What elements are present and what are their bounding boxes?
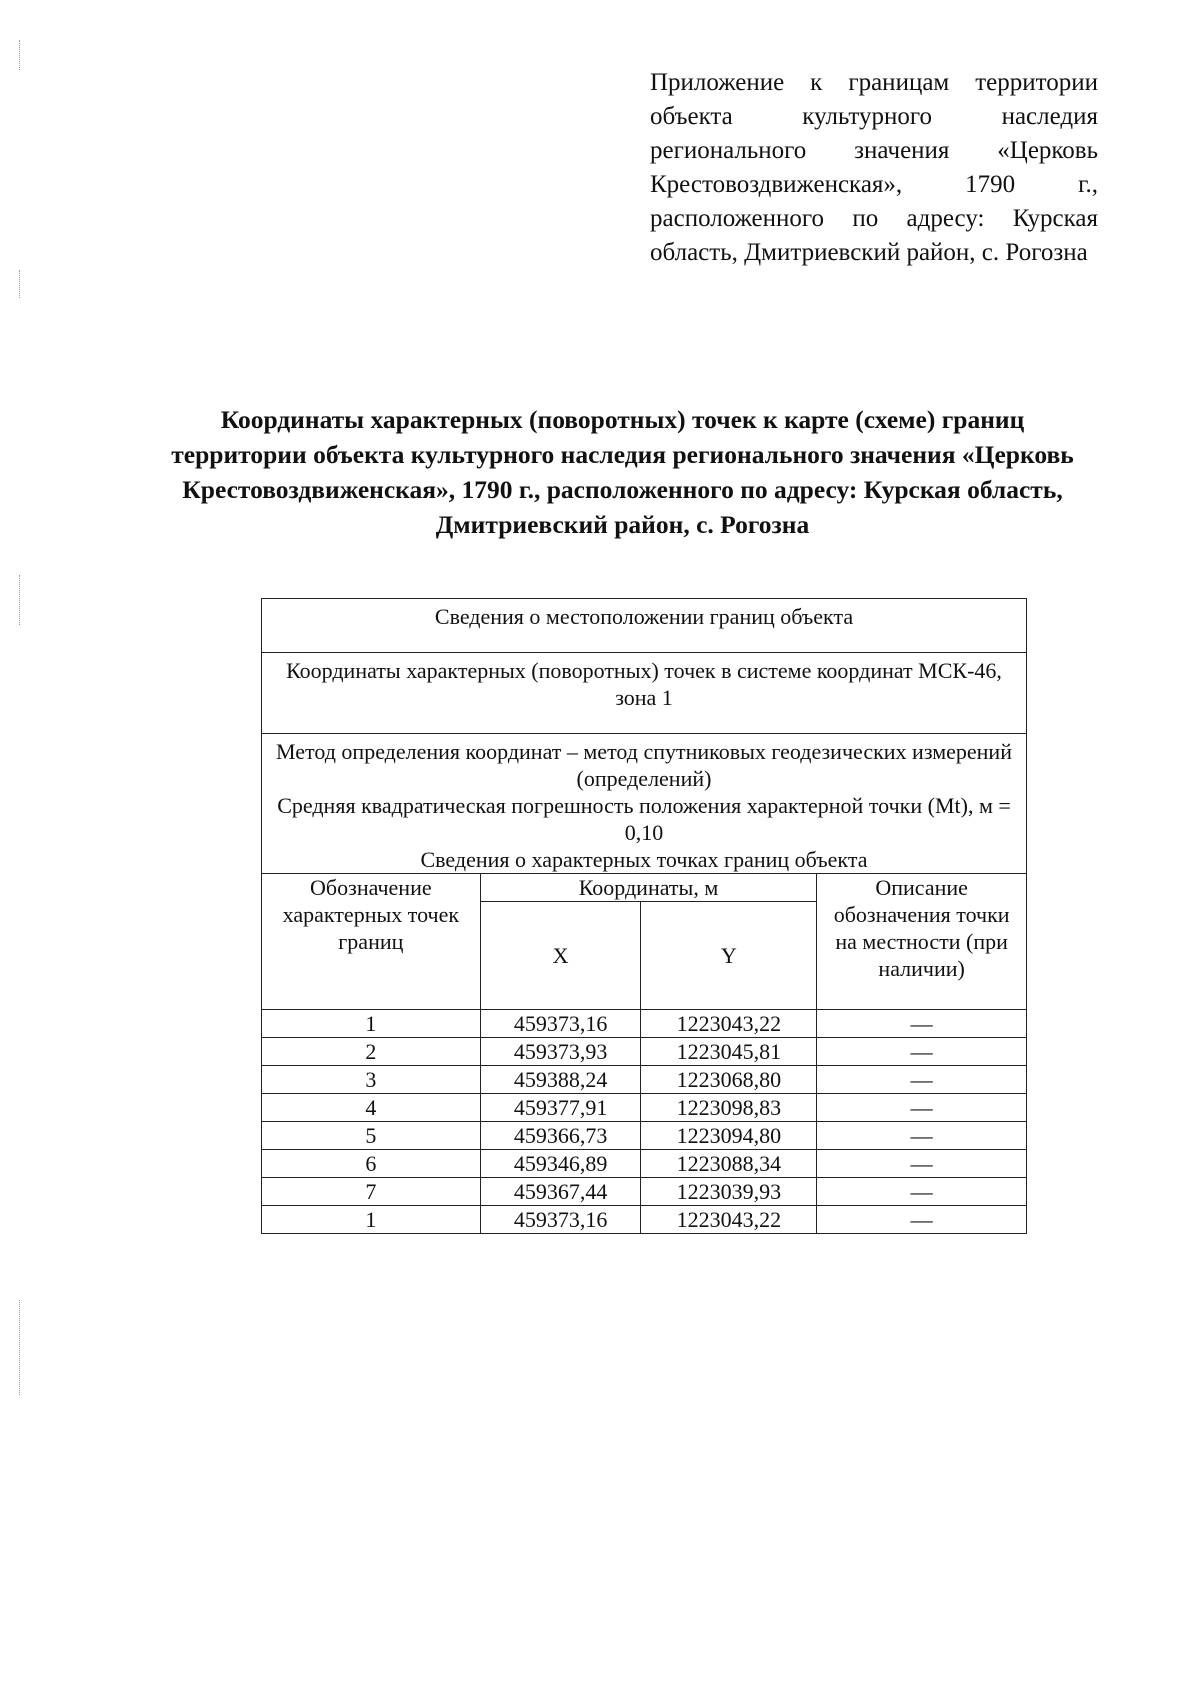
- coords-header: Координаты, м: [480, 874, 817, 902]
- point-x: 459373,16: [480, 1206, 641, 1234]
- point-number: 5: [262, 1122, 481, 1150]
- point-x: 459346,89: [480, 1150, 641, 1178]
- point-description: —: [817, 1010, 1027, 1038]
- point-number: 6: [262, 1150, 481, 1178]
- point-y: 1223098,83: [641, 1094, 817, 1122]
- table-section-row: [262, 599, 1027, 653]
- table-row: [262, 1150, 1027, 1178]
- designation-header: Обозначение характерных точек границ: [262, 874, 481, 1010]
- table-coord-system-row: [262, 653, 1027, 734]
- point-description: —: [817, 1122, 1027, 1150]
- point-description: —: [817, 1150, 1027, 1178]
- table-header-row: [262, 874, 1027, 902]
- point-x: 459373,93: [480, 1038, 641, 1066]
- point-description: —: [817, 1038, 1027, 1066]
- point-description: —: [817, 1178, 1027, 1206]
- x-header: X: [480, 902, 641, 1010]
- point-y: 1223094,80: [641, 1122, 817, 1150]
- section-title-cell: Сведения о местоположении границ объекта: [262, 599, 1027, 653]
- point-number: 2: [262, 1038, 481, 1066]
- table-row: [262, 1010, 1027, 1038]
- point-y: 1223043,22: [641, 1206, 817, 1234]
- point-x: 459366,73: [480, 1122, 641, 1150]
- document-title: Координаты характерных (поворотных) точек к карте (схеме) границ территории объекта культурного наследия регионального значения «Церковь Крестовоздвиженская», 1790 г., расположенного по адресу: Курская область, Дмитриевский район, с. Рогозна: [171, 405, 1074, 539]
- point-description: —: [817, 1066, 1027, 1094]
- point-description: —: [817, 1206, 1027, 1234]
- point-number: 7: [262, 1178, 481, 1206]
- method-cell: [262, 734, 1027, 874]
- table-row: [262, 1094, 1027, 1122]
- point-x: 459388,24: [480, 1066, 641, 1094]
- points-title-text: Сведения о характерных точках границ объекта: [420, 847, 868, 872]
- table-method-row: [262, 734, 1027, 874]
- point-number: 4: [262, 1094, 481, 1122]
- coord-system-cell: Координаты характерных (поворотных) точек в системе координат МСК-46, зона 1: [262, 653, 1027, 734]
- scan-artifact: [19, 1300, 22, 1395]
- point-y: 1223088,34: [641, 1150, 817, 1178]
- point-x: 459377,91: [480, 1094, 641, 1122]
- appendix-note: Приложение к границам территории объекта культурного наследия регионального значения «Церковь Крестовоздвиженская», 1790 г., расположенного по адресу: Курская область, Дмитриевский район, с. Рогозна: [650, 69, 1098, 266]
- point-number: 1: [262, 1010, 481, 1038]
- point-description: —: [817, 1094, 1027, 1122]
- table-row: [262, 1038, 1027, 1066]
- table-row: [262, 1066, 1027, 1094]
- point-y: 1223045,81: [641, 1038, 817, 1066]
- scan-artifact: [19, 575, 22, 625]
- point-y: 1223068,80: [641, 1066, 817, 1094]
- accuracy-text: Средняя квадратическая погрешность положения характерной точки (Mt), м = 0,10: [277, 793, 1011, 845]
- point-y: 1223043,22: [641, 1010, 817, 1038]
- scan-artifact: [19, 40, 22, 70]
- table-row: [262, 1122, 1027, 1150]
- table-row: [262, 1206, 1027, 1234]
- table-row: [262, 1178, 1027, 1206]
- scan-artifact: [19, 270, 22, 298]
- method-text: Метод определения координат – метод спутниковых геодезических измерений (определений): [276, 739, 1012, 791]
- point-x: 459367,44: [480, 1178, 641, 1206]
- y-header: Y: [641, 902, 817, 1010]
- coordinates-table: [261, 598, 1027, 1234]
- point-number: 1: [262, 1206, 481, 1234]
- point-y: 1223039,93: [641, 1178, 817, 1206]
- description-header: Описание обозначения точки на местности (при наличии): [817, 874, 1027, 1010]
- point-x: 459373,16: [480, 1010, 641, 1038]
- point-number: 3: [262, 1066, 481, 1094]
